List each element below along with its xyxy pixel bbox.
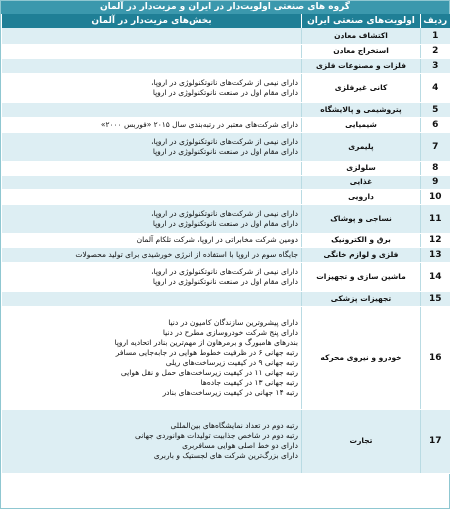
- details-cell: [2, 102, 302, 117]
- detail-line: رتبه ۱۴ جهانی در کیفیت زیرساخت‌های بنادر: [162, 387, 298, 397]
- details-cell: [2, 306, 302, 409]
- detail-line: جایگاه سوم در اروپا با استفاده از انرژی خورشیدی برای تولید محصولات: [75, 249, 298, 259]
- detail-line: دارای مقام اول در صنعت نانوتکنولوژی در اروپا: [152, 146, 298, 156]
- table-row: [2, 291, 450, 306]
- row-number: 9: [421, 175, 450, 189]
- detail-line: دارای مقام اول در صنعت نانوتکنولوژی در اروپا: [152, 276, 298, 286]
- row-number: 10: [421, 189, 450, 204]
- row-number: 11: [421, 204, 450, 233]
- details-cell: [2, 132, 302, 161]
- table-row: [2, 233, 450, 247]
- detail-line: رتبه دوم در تعداد نمایشگاه‌های بین‌المللی: [170, 421, 298, 430]
- table-row: [2, 204, 450, 233]
- detail-line: دارای پنج شرکت خودروسازی مطرح در دنیا: [162, 327, 298, 337]
- row-number: 12: [421, 233, 450, 247]
- detail-line: دارای نیمی از شرکت‌های نانوتکنولوژی در اروپا،: [151, 136, 298, 146]
- details-cell: [2, 28, 302, 44]
- row-number: 5: [421, 102, 450, 117]
- row-number: 7: [421, 132, 450, 161]
- industry-cell: نساجی و پوشاک: [302, 204, 421, 233]
- details-cell: [2, 291, 302, 306]
- industry-cell: کانی غیرفلزی: [302, 73, 421, 102]
- row-number: 3: [421, 58, 450, 73]
- industry-cell: غذایی: [302, 175, 421, 189]
- industry-cell: فلزی و لوازم خانگی: [302, 247, 421, 262]
- table-row: [2, 132, 450, 161]
- industry-cell: تجارت: [302, 409, 421, 473]
- detail-line: دارای دو خط اصلی هوایی مسافربری: [182, 441, 298, 450]
- table-row: [2, 44, 450, 58]
- table-row: [2, 409, 450, 473]
- details-cell: [2, 233, 302, 247]
- row-number: 16: [421, 306, 450, 409]
- detail-line: دارای پیشروترین سازندگان کامیون در دنیا: [168, 317, 298, 327]
- industry-cell: شیمیایی: [302, 117, 421, 132]
- industry-cell: فلزات و مصنوعات فلزی: [302, 58, 421, 73]
- detail-line: دارای نیمی از شرکت‌های نانوتکنولوژی در اروپا،: [151, 77, 298, 87]
- row-number: 15: [421, 291, 450, 306]
- row-number: 1: [421, 28, 450, 44]
- table-row: [2, 58, 450, 73]
- table-row: [2, 73, 450, 102]
- detail-line: دارای مقام اول در صنعت نانوتکنولوژی در اروپا: [152, 87, 298, 97]
- row-number: 4: [421, 73, 450, 102]
- table-row: [2, 28, 450, 44]
- table-title: گروه های صنعتی اولویت‌دار در ایران و مزیت‌دار در آلمان: [1, 1, 449, 14]
- industry-cell: برق و الکترونیک: [302, 233, 421, 247]
- detail-line: رتبه دوم در شاخص جذابیت تولیدات هوانوردی جهانی: [134, 431, 298, 440]
- header-details: بخش‌های مزیت‌دار در آلمان: [2, 14, 302, 28]
- industry-cell: خودرو و نیروی محرکه: [302, 306, 421, 409]
- table-row: [2, 306, 450, 409]
- table-row: [2, 175, 450, 189]
- row-number: 14: [421, 262, 450, 291]
- detail-line: دارای بزرگ‌ترین شرکت های لجستیک و باربری: [153, 451, 298, 460]
- detail-line: دارای نیمی از شرکت‌های نانوتکنولوژی در اروپا،: [151, 266, 298, 276]
- detail-line: دارای مقام اول در صنعت نانوتکنولوژی در اروپا: [152, 218, 298, 228]
- details-cell: [2, 117, 302, 132]
- details-cell: [2, 161, 302, 175]
- detail-line: رتبه جهانی ۶ در ظرفیت خطوط هوایی در جابه‌جایی مسافر: [115, 347, 298, 357]
- table-row: [2, 262, 450, 291]
- row-number: 2: [421, 44, 450, 58]
- industry-cell: استخراج معادن: [302, 44, 421, 58]
- header-industry: اولویت‌های صنعتی ایران: [302, 14, 421, 28]
- industry-cell: سلولزی: [302, 161, 421, 175]
- priority-table: [1, 14, 450, 474]
- detail-line: رتبه جهانی ۱۱ در کیفیت زیرساخت‌های حمل و نقل هوایی: [120, 367, 298, 377]
- detail-line: بندرهای هامبورگ و برمرهاون از مهم‌ترین بنادر اتحادیه اروپا: [114, 337, 298, 347]
- details-cell: [2, 58, 302, 73]
- detail-line: دارای نیمی از شرکت‌های نانوتکنولوژی در اروپا،: [151, 208, 298, 218]
- details-cell: [2, 247, 302, 262]
- details-cell: [2, 175, 302, 189]
- details-cell: [2, 204, 302, 233]
- industry-cell: اکتشاف معادن: [302, 28, 421, 44]
- industry-cell: تجهیزات پزشکی: [302, 291, 421, 306]
- industry-cell: ماشین سازی و تجهیزات: [302, 262, 421, 291]
- details-cell: [2, 409, 302, 473]
- details-cell: [2, 44, 302, 58]
- detail-line: دارای شرکت‌های معتبر در رتبه‌بندی سال ۲۰۱۵ «فوربس ۲۰۰۰»: [100, 119, 298, 129]
- header-num: ردیف: [421, 14, 450, 28]
- table-row: [2, 117, 450, 132]
- header-row: [2, 14, 450, 28]
- row-number: 13: [421, 247, 450, 262]
- industry-cell: پتروشیمی و پالایشگاه: [302, 102, 421, 117]
- table-row: [2, 189, 450, 204]
- industry-cell: دارویی: [302, 189, 421, 204]
- industry-cell: پلیمری: [302, 132, 421, 161]
- row-number: 17: [421, 409, 450, 473]
- detail-line: رتبه جهانی ۹ در کیفیت زیرساخت‌های ریلی: [165, 357, 298, 367]
- row-number: 8: [421, 161, 450, 175]
- details-cell: [2, 189, 302, 204]
- details-cell: [2, 262, 302, 291]
- row-number: 6: [421, 117, 450, 132]
- details-cell: [2, 73, 302, 102]
- detail-line: دومین شرکت مخابراتی در اروپا، شرکت تلکام آلمان: [136, 235, 298, 244]
- table-row: [2, 247, 450, 262]
- table-row: [2, 161, 450, 175]
- detail-line: رتبه جهانی ۱۳ در کیفیت جاده‌ها: [200, 377, 298, 387]
- table-row: [2, 102, 450, 117]
